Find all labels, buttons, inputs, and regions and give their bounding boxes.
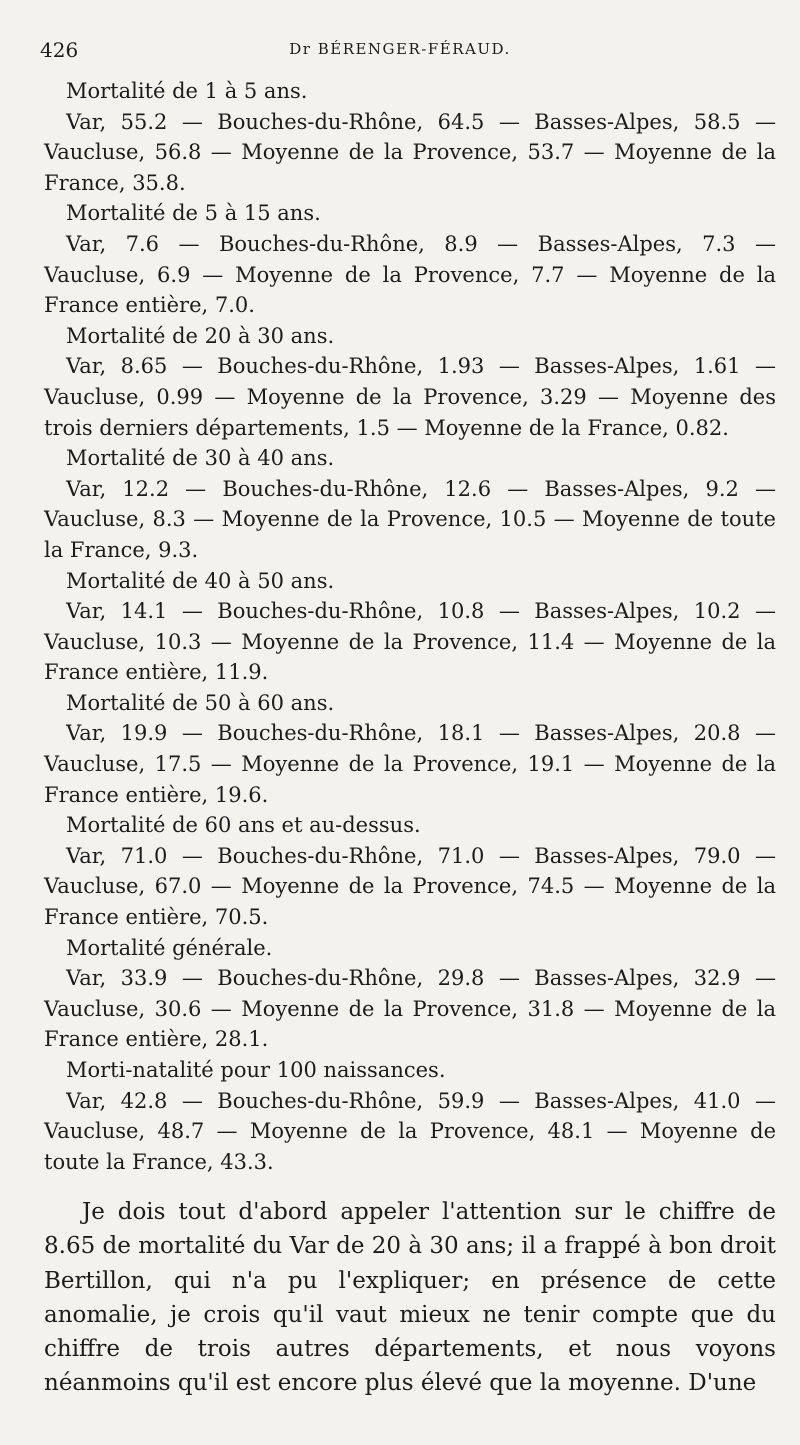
mortality-statistics (44, 76, 776, 1177)
section-title: Mortalité de 1 à 5 ans. (66, 79, 308, 103)
mortality-section (44, 810, 776, 932)
section-text: Var, 8.65 — Bouches-du-Rhône, 1.93 — Basses-Alpes, 1.61 — Vaucluse, 0.99 — Moyenne de la Provence, 3.29 — Moyenne des trois derniers départements, 1.5 — Moyenne de la France, 0.82. (44, 354, 776, 440)
mortality-section (44, 1055, 776, 1177)
mortality-section (44, 76, 776, 198)
section-title: Mortalité générale. (66, 935, 273, 960)
section-title: Mortalité de 20 à 30 ans. (66, 323, 335, 348)
section-text: Var, 19.9 — Bouches-du-Rhône, 18.1 — Basses-Alpes, 20.8 — Vaucluse, 17.5 — Moyenne de la Provence, 19.1 — Moyenne de la France entière, 19.6. (44, 721, 776, 807)
closing-paragraph: Je dois tout d'abord appeler l'attention sur le chiffre de 8.65 de mortalité du Var de 20 à 30 ans; il a frappé à bon droit Bertillon, qui n'a pu l'expliquer; en présence de cette anomalie, je crois qu'il vaut mieux ne tenir compte que du chiffre de trois autres départements, et nous voyons néanmoins qu'il est encore plus élevé que la moyenne. D'une (44, 1199, 776, 1397)
mortality-section (44, 566, 776, 688)
mortality-section (44, 933, 776, 1055)
section-title: Morti-natalité pour 100 naissances. (66, 1058, 446, 1082)
section-title: Mortalité de 50 à 60 ans. (66, 690, 335, 715)
mortality-section (44, 688, 776, 810)
running-head: Dr BÉRENGER-FÉRAUD. (289, 40, 511, 58)
page-number: 426 (40, 38, 79, 62)
section-title: Mortalité de 5 à 15 ans. (66, 201, 321, 226)
section-text: Var, 55.2 — Bouches-du-Rhône, 64.5 — Basses-Alpes, 58.5 — Vaucluse, 56.8 — Moyenne de la Provence, 53.7 — Moyenne de la France, 35.8. (44, 109, 776, 195)
section-title: Mortalité de 40 à 50 ans. (66, 568, 335, 593)
section-text: Var, 42.8 — Bouches-du-Rhône, 59.9 — Basses-Alpes, 41.0 — Vaucluse, 48.7 — Moyenne de la Provence, 48.1 — Moyenne de toute la France, 43.3. (44, 1088, 776, 1174)
section-text: Var, 7.6 — Bouches-du-Rhône, 8.9 — Basses-Alpes, 7.3 — Vaucluse, 6.9 — Moyenne de la Provence, 7.7 — Moyenne de la France entière, 7.0. (44, 231, 776, 318)
page-header (40, 38, 760, 70)
mortality-section (44, 443, 776, 565)
section-title: Mortalité de 60 ans et au-dessus. (66, 813, 421, 838)
mortality-section (44, 198, 776, 320)
section-text: Var, 14.1 — Bouches-du-Rhône, 10.8 — Basses-Alpes, 10.2 — Vaucluse, 10.3 — Moyenne de la Provence, 11.4 — Moyenne de la France entière, 11.9. (44, 599, 776, 685)
section-text: Var, 71.0 — Bouches-du-Rhône, 71.0 — Basses-Alpes, 79.0 — Vaucluse, 67.0 — Moyenne de la Provence, 74.5 — Moyenne de la France entière, 70.5. (44, 843, 776, 930)
section-title: Mortalité de 30 à 40 ans. (66, 446, 335, 471)
section-text: Var, 12.2 — Bouches-du-Rhône, 12.6 — Basses-Alpes, 9.2 — Vaucluse, 8.3 — Moyenne de la Provence, 10.5 — Moyenne de toute la France, 9.3. (44, 476, 776, 562)
section-text: Var, 33.9 — Bouches-du-Rhône, 29.8 — Basses-Alpes, 32.9 — Vaucluse, 30.6 — Moyenne de la Provence, 31.8 — Moyenne de la France entière, 28.1. (44, 966, 776, 1052)
mortality-section (44, 321, 776, 443)
